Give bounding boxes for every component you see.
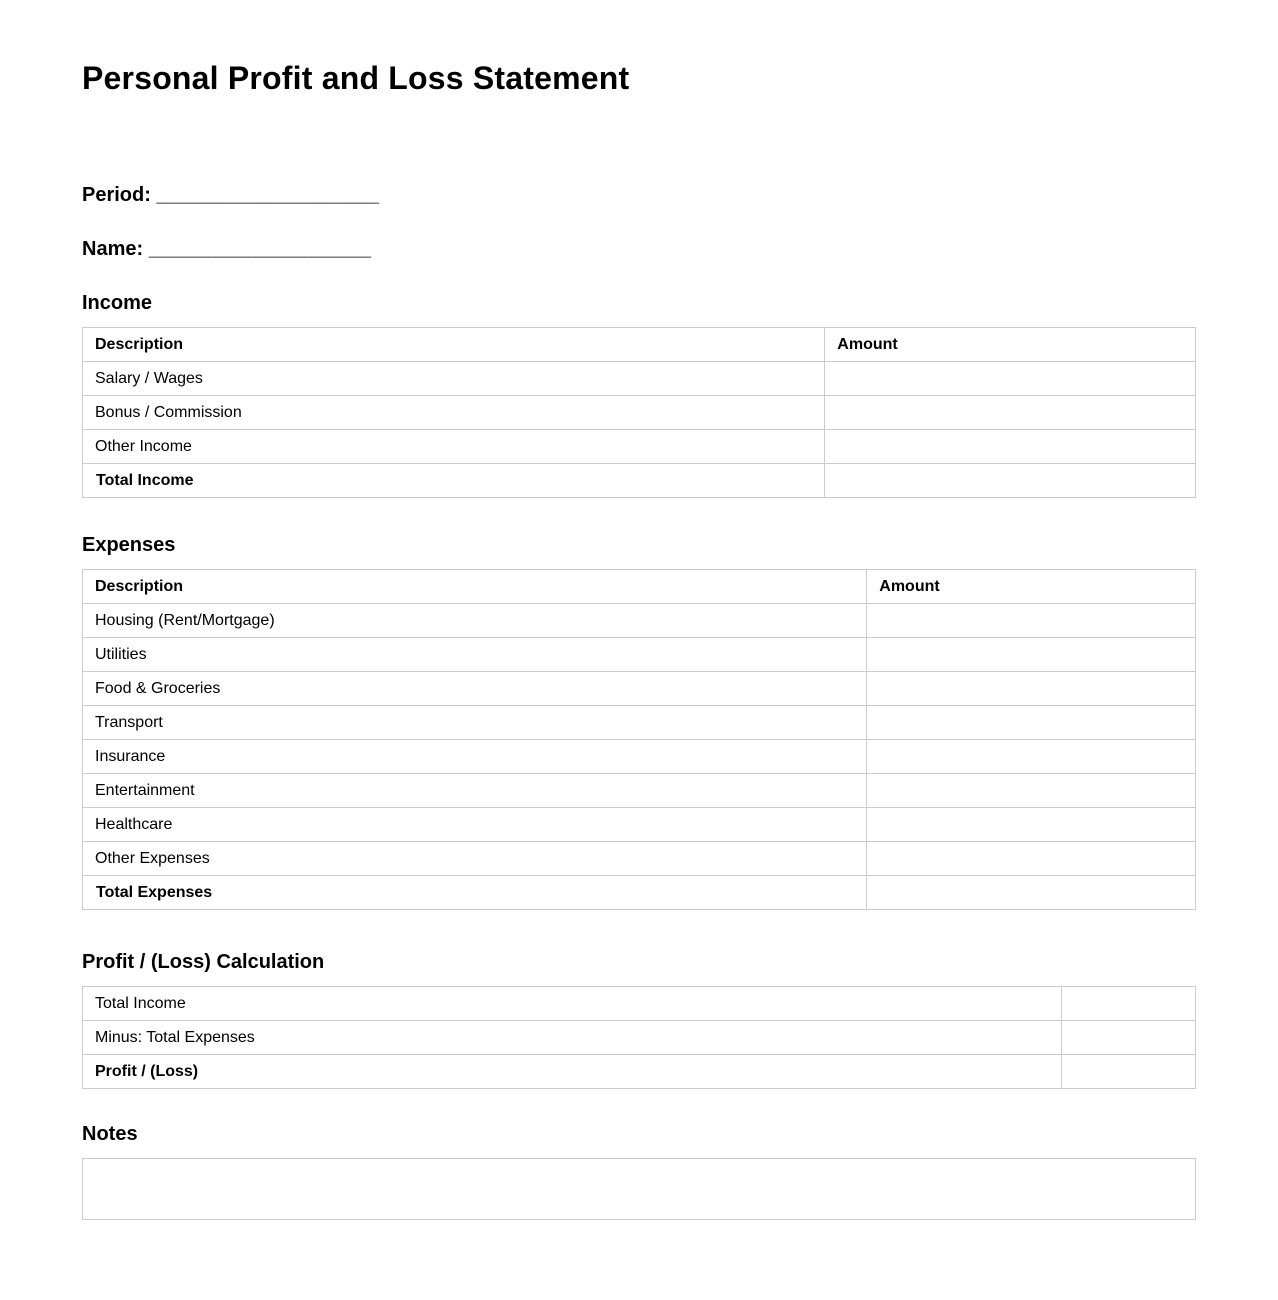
table-row [83,740,1196,774]
income-row-label: Salary / Wages [83,362,825,396]
expense-amount-cell[interactable] [867,706,1196,740]
expense-row-label: Transport [83,706,867,740]
calculation-heading: Profit / (Loss) Calculation [82,951,325,973]
expenses-header-row [83,570,1196,604]
expenses-table [82,569,1196,910]
profit-loss-amount-cell[interactable] [1062,1055,1196,1089]
expense-amount-cell[interactable] [867,604,1196,638]
calculation-amount-cell[interactable] [1062,987,1196,1021]
table-row [83,774,1196,808]
period-blank-line[interactable]: ____________________ [156,184,379,206]
table-row [83,1021,1196,1055]
table-row [83,604,1196,638]
income-amount-header: Amount [825,328,1196,362]
table-row [83,396,1196,430]
name-blank-line[interactable]: ____________________ [148,238,372,260]
table-row [83,987,1196,1021]
profit-loss-row [83,1055,1196,1089]
expenses-heading: Expenses [82,534,176,556]
notes-box[interactable] [82,1158,1196,1220]
income-row-label: Other Income [83,430,825,464]
table-row [83,638,1196,672]
income-total-amount-cell[interactable] [825,464,1196,498]
income-row-label: Bonus / Commission [83,396,825,430]
calculation-row-label: Minus: Total Expenses [83,1021,1062,1055]
name-label: Name: [82,238,144,260]
expenses-total-row [83,876,1196,910]
table-row [83,362,1196,396]
expense-row-label: Other Expenses [83,842,867,876]
calculation-row-label: Total Income [83,987,1062,1021]
income-amount-cell[interactable] [825,430,1196,464]
expense-amount-cell[interactable] [867,638,1196,672]
table-row [83,430,1196,464]
expense-amount-cell[interactable] [867,842,1196,876]
name-field [82,237,371,261]
expense-amount-cell[interactable] [867,808,1196,842]
expense-row-label: Insurance [83,740,867,774]
income-total-label: Total Income [83,464,825,498]
income-amount-cell[interactable] [825,396,1196,430]
expense-row-label: Housing (Rent/Mortgage) [83,604,867,638]
expenses-total-label: Total Expenses [83,876,867,910]
profit-loss-label: Profit / (Loss) [83,1055,1062,1089]
expense-row-label: Food & Groceries [83,672,867,706]
income-description-header: Description [83,328,825,362]
notes-heading: Notes [82,1123,138,1145]
income-table [82,327,1196,498]
table-row [83,842,1196,876]
income-total-row [83,464,1196,498]
period-label: Period: [82,184,151,206]
table-row [83,706,1196,740]
page-title: Personal Profit and Loss Statement [82,60,630,96]
expense-amount-cell[interactable] [867,774,1196,808]
calculation-table [82,986,1196,1089]
table-row [83,808,1196,842]
expenses-amount-header: Amount [867,570,1196,604]
expense-row-label: Entertainment [83,774,867,808]
expense-amount-cell[interactable] [867,740,1196,774]
expense-row-label: Utilities [83,638,867,672]
income-header-row [83,328,1196,362]
expenses-total-amount-cell[interactable] [867,876,1196,910]
period-field [82,183,379,207]
calculation-amount-cell[interactable] [1062,1021,1196,1055]
income-amount-cell[interactable] [825,362,1196,396]
expense-row-label: Healthcare [83,808,867,842]
income-heading: Income [82,292,153,314]
table-row [83,672,1196,706]
expense-amount-cell[interactable] [867,672,1196,706]
expenses-description-header: Description [83,570,867,604]
